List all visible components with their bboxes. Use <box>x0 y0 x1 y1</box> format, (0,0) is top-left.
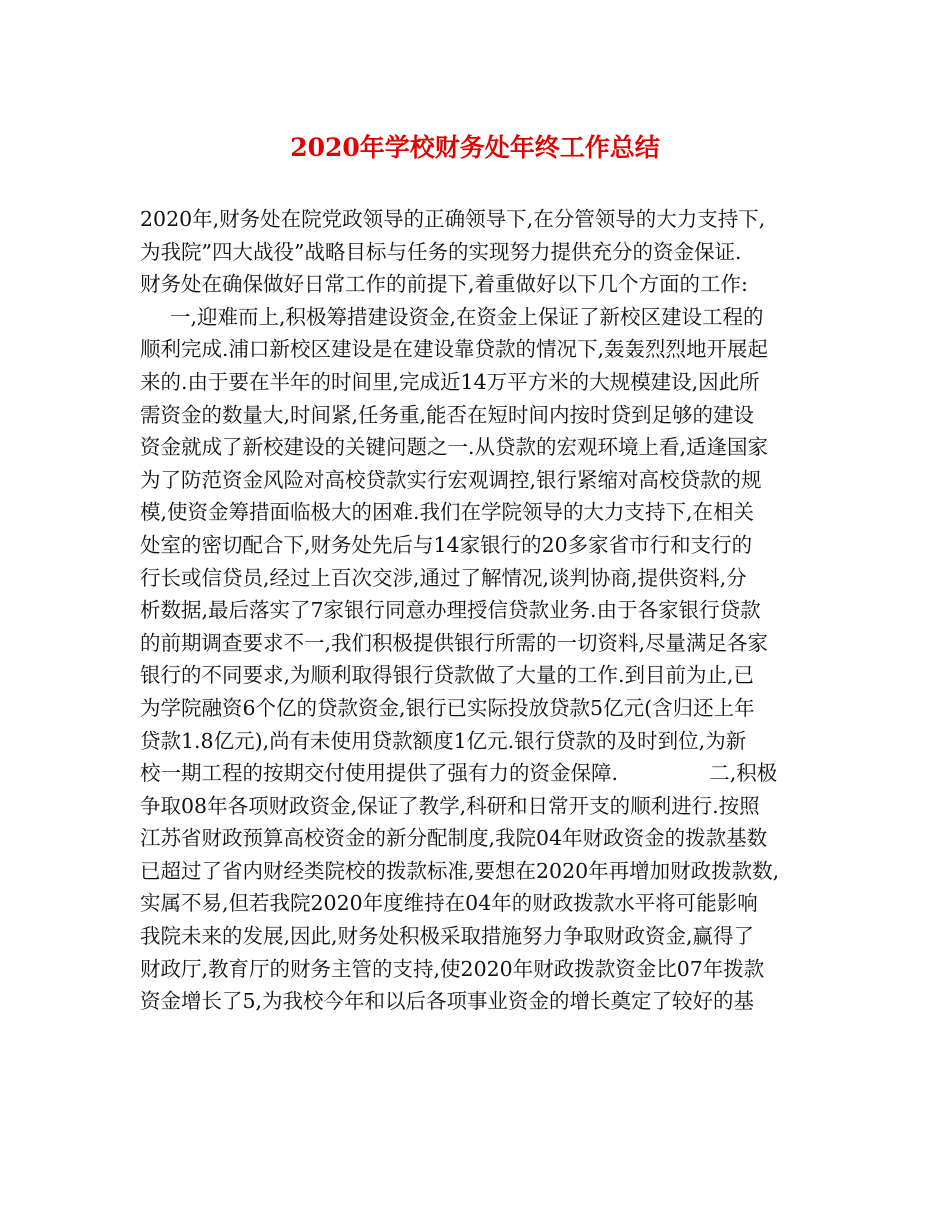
body-line: 校一期工程的按期交付使用提供了强有力的资金保障. 二,积极 <box>140 761 778 786</box>
body-line: 争取08年各项财政资金,保证了教学,科研和日常开支的顺利进行.按照 <box>140 793 760 818</box>
body-line: 财政厅,教育厅的财务主管的支持,使2020年财政拨款资金比07年拨款 <box>140 956 765 981</box>
body-line: 处室的密切配合下,财务处先后与14家银行的20多家省市行和支行的 <box>140 532 753 557</box>
body-line: 模,使资金筹措面临极大的困难.我们在学院领导的大力支持下,在相关 <box>140 500 755 525</box>
body-line: 为学院融资6个亿的贷款资金,银行已实际投放贷款5亿元(含归还上年 <box>140 695 755 720</box>
body-line: 的前期调查要求不一,我们积极提供银行所需的一切资料,尽量满足各家 <box>140 630 769 655</box>
body-line: 资金就成了新校建设的关键问题之一.从贷款的宏观环境上看,适逢国家 <box>140 435 769 460</box>
body-line: 来的.由于要在半年的时间里,完成近14万平方米的大规模建设,因此所 <box>140 369 760 394</box>
body-line: 贷款1.8亿元),尚有未使用贷款额度1亿元.银行贷款的及时到位,为新 <box>140 728 747 753</box>
body-line: 析数据,最后落实了7家银行同意办理授信贷款业务.由于各家银行贷款 <box>140 598 761 623</box>
body-line: 实属不易,但若我院2020年度维持在04年的财政拨款水平将可能影响 <box>140 891 758 916</box>
body-line: 资金增长了5,为我校今年和以后各项事业资金的增长奠定了较好的基 <box>140 989 755 1014</box>
document-body <box>140 203 840 1018</box>
body-line: 已超过了省内财经类院校的拨款标准,要想在2020年再增加财政拨款数, <box>140 858 780 883</box>
body-line: 行长或信贷员,经过上百次交涉,通过了解情况,谈判协商,提供资料,分 <box>140 565 747 590</box>
body-line: 财务处在确保做好日常工作的前提下,着重做好以下几个方面的工作: <box>140 272 748 297</box>
body-line: 银行的不同要求,为顺利取得银行贷款做了大量的工作.到目前为止,已 <box>140 663 755 688</box>
body-line: 为我院”四大战役”战略目标与任务的实现努力提供充分的资金保证. <box>140 239 742 264</box>
body-line: 顺利完成.浦口新校区建设是在建设靠贷款的情况下,轰轰烈烈地开展起 <box>140 337 769 362</box>
body-line: 江苏省财政预算高校资金的新分配制度,我院04年财政资金的拨款基数 <box>140 826 768 851</box>
body-line: 为了防范资金风险对高校贷款实行宏观调控,银行紧缩对高校贷款的规 <box>140 467 762 492</box>
body-line: 需资金的数量大,时间紧,任务重,能否在短时间内按时贷到足够的建设 <box>140 402 755 427</box>
body-line: 一,迎难而上,积极筹措建设资金,在资金上保证了新校区建设工程的 <box>170 304 764 329</box>
body-line: 2020年,财务处在院党政领导的正确领导下,在分管领导的大力支持下, <box>140 207 766 231</box>
body-line: 我院未来的发展,因此,财务处积极采取措施努力争取财政资金,赢得了 <box>140 924 755 949</box>
document-title: 2020年学校财务处年终工作总结 <box>290 133 660 162</box>
